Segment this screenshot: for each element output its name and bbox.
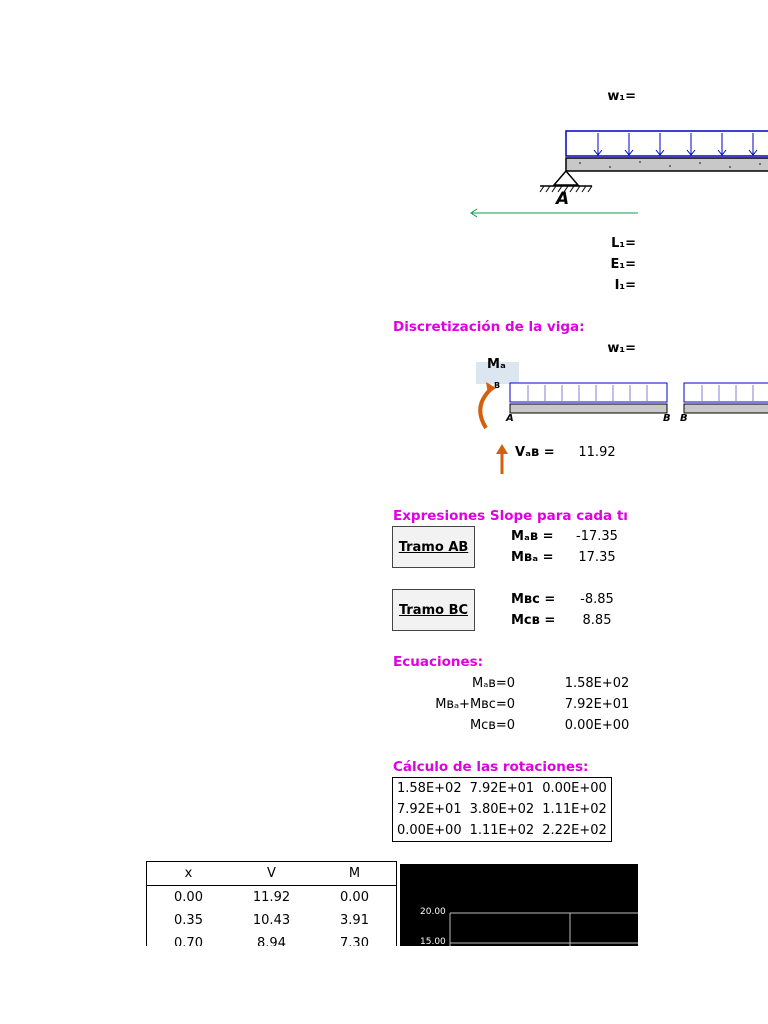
matrix-cell: 1.58E+02 [397,781,462,796]
matrix-cell: 1.11E+02 [469,823,535,838]
table-header-row [147,862,397,886]
mab-label: Mₐʙ = [511,529,554,544]
y-tick-label: 20.00 [420,907,446,917]
y-tick-label: 15.00 [420,937,446,946]
equation-label: Mₐʙ=0 [471,676,515,691]
matrix-cell: 3.80E+02 [469,802,535,817]
node-b1-label: B [663,413,671,424]
equation-value: 0.00E+00 [564,718,630,733]
vab-label: Vₐʙ = [515,445,555,460]
cell-m: 7.30 [340,936,369,946]
support-a-label: A [556,189,570,209]
mba-value: 17.35 [578,550,616,565]
i1-label: I₁= [614,278,636,293]
table-row [147,932,397,946]
discretization-w1-label: w₁= [607,341,636,356]
equation-value: 7.92E+01 [564,697,630,712]
pin-support-icon [554,171,578,185]
equation-label: Mʙₐ+Mʙᴄ=0 [435,697,515,712]
matrix-cell: 7.92E+01 [469,781,535,796]
tramo-bc-label: Tramo BC [398,602,469,618]
table-row [147,886,397,910]
segment-ab-beam [510,404,667,413]
vab-value: 11.92 [578,445,616,460]
cell-x: 0.00 [174,890,203,905]
equation-value: 1.58E+02 [564,676,630,691]
matrix-cell: 1.11E+02 [542,802,607,817]
discretized-beam-diagram [470,378,768,478]
mba-label: Mʙₐ = [511,550,554,565]
cell-v: 8.94 [257,936,286,946]
header-v: V [230,862,313,886]
results-table [146,861,397,946]
w1-label: w₁= [607,89,636,104]
node-b2-label: B [680,413,688,424]
discretization-title: Discretización de la viga: [393,319,585,335]
chart-grid [400,864,638,946]
cell-m: 0.00 [340,890,369,905]
e1-label: E₁= [610,257,636,272]
moment-arrow-icon [480,388,492,428]
tramo-bc-box [392,589,475,631]
matrix-row [393,820,612,842]
cell-x: 0.70 [174,936,203,946]
shear-chart [400,864,638,946]
segment-bc-load [684,383,768,402]
header-m: M [313,862,397,886]
cell-m: 3.91 [340,913,369,928]
tramo-ab-box [392,526,475,568]
stiffness-matrix [392,777,612,842]
rotaciones-title: Cálculo de las rotaciones: [393,759,589,775]
matrix-cell: 0.00E+00 [542,781,607,796]
mcb-label: Mᴄʙ = [511,613,556,628]
matrix-cell: 7.92E+01 [397,802,462,817]
tramo-ab-label: Tramo AB [398,539,469,555]
l1-label: L₁= [611,236,636,251]
matrix-row [393,778,612,800]
mbc-value: -8.85 [580,592,614,607]
beam-body [566,158,768,171]
node-a-label: A [506,413,514,424]
slope-title: Expresiones Slope para cada tı [393,508,628,524]
equation-label: Mᴄʙ=0 [469,718,515,733]
moment-sub-label: B [494,381,501,390]
dimension-line [468,207,640,219]
mcb-value: 8.85 [582,613,612,628]
cell-x: 0.35 [174,913,203,928]
cell-v: 11.92 [252,890,291,905]
mab-value: -17.35 [576,529,618,544]
cell-v: 10.43 [252,913,291,928]
segment-bc-beam [684,404,768,413]
moment-ma-label: Mₐ [487,357,506,372]
matrix-row [393,799,612,820]
header-x: x [147,862,231,886]
matrix-cell: 0.00E+00 [397,823,462,838]
matrix-cell: 2.22E+02 [542,823,607,838]
table-row [147,909,397,932]
segment-ab-load [510,383,667,402]
ecuaciones-title: Ecuaciones: [393,654,484,670]
mbc-label: Mʙᴄ = [511,592,556,607]
